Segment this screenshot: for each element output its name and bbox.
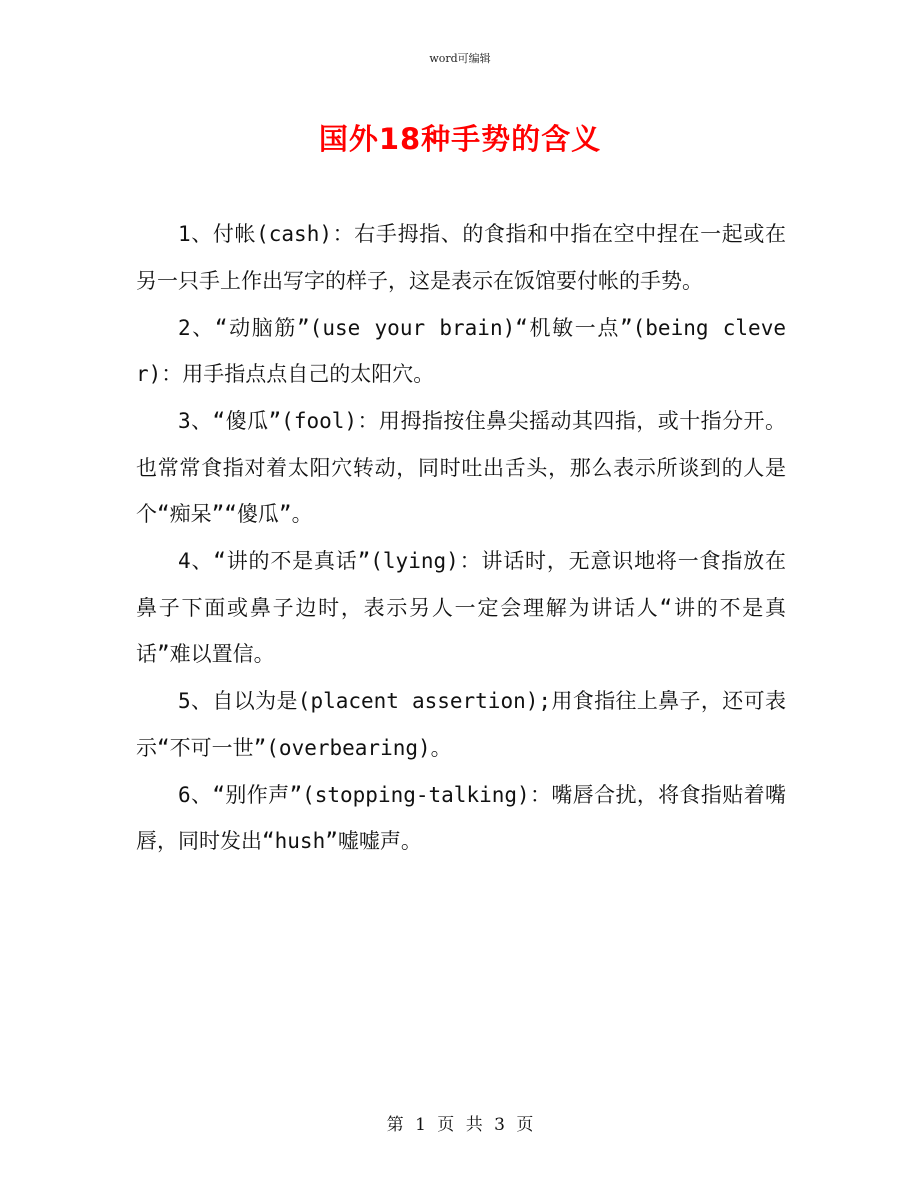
- paragraph-1: 1、付帐(cash)：右手拇指、的食指和中指在空中捏在一起或在另一只手上作出写字的样子，这是表示在饭馆要付帐的手势。: [136, 222, 786, 293]
- page-header: word可编辑: [429, 52, 491, 65]
- paragraph-6: 6、“别作声”(stopping-talking)：嘴唇合扰，将食指贴着嘴唇，同时发出“hush”嘘嘘声。: [136, 782, 786, 853]
- paragraph-3: 3、“傻瓜”(fool)：用拇指按住鼻尖摇动其四指，或十指分开。也常常食指对着太阳穴转动，同时吐出舌头，那么表示所谈到的人是个“痴呆”“傻瓜”。: [136, 409, 786, 526]
- page-footer: 第 1 页 共 3 页: [386, 1115, 534, 1135]
- document-body: [136, 211, 786, 865]
- paragraph-5: 5、自以为是(placent assertion);用食指往上鼻子，还可表示“不可一世”(overbearing)。: [136, 689, 786, 760]
- paragraph-2: 2、“动脑筋”(use your brain)“机敏一点”(being clever)：用手指点点自己的太阳穴。: [136, 315, 786, 386]
- paragraph-4: 4、“讲的不是真话”(lying)：讲话时，无意识地将一食指放在鼻子下面或鼻子边时，表示另人一定会理解为讲话人“讲的不是真话”难以置信。: [136, 549, 786, 666]
- document-title: 国外18种手势的含义: [318, 122, 602, 156]
